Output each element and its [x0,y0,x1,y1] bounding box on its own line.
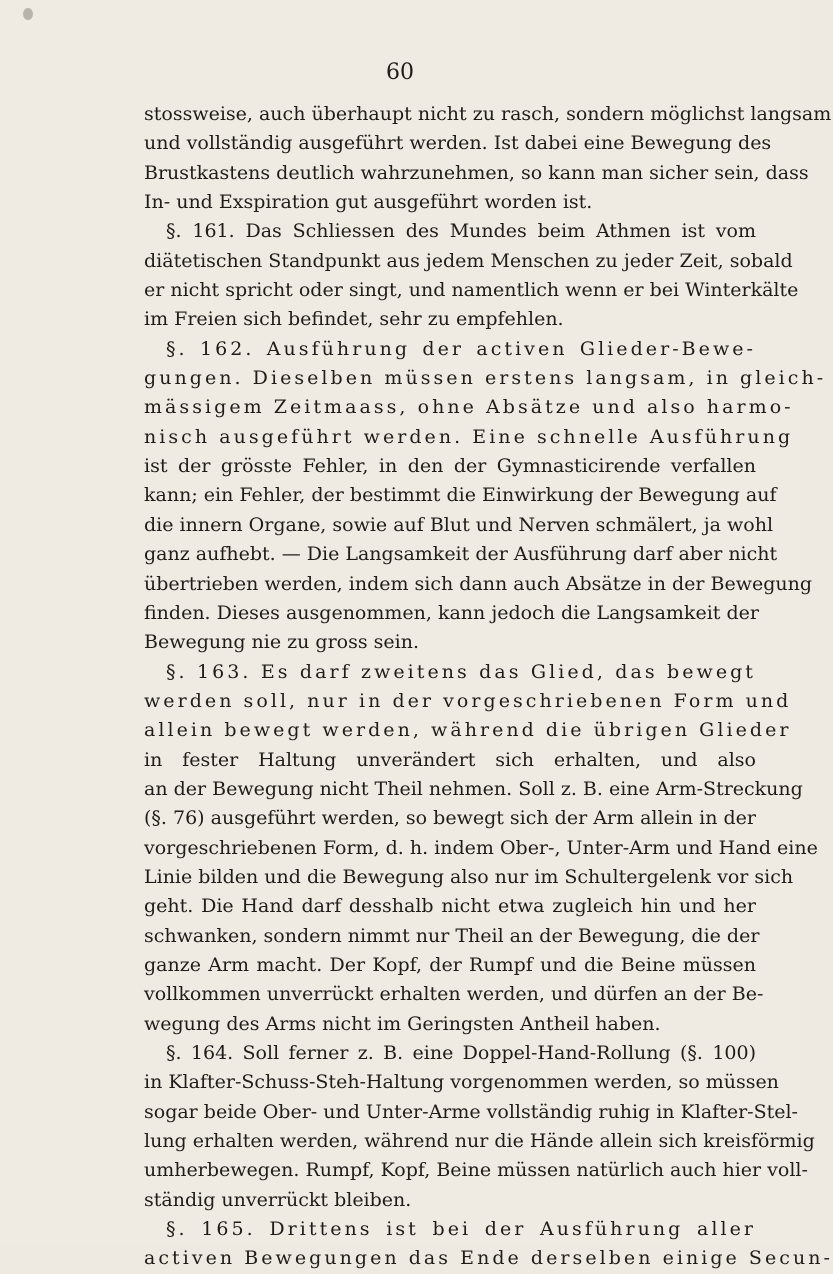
text-line: §. 165. Drittens ist bei der Ausführung aller [166,1218,756,1241]
text-line: finden. Dieses ausgenommen, kann jedoch die Langsamkeit der [144,601,759,624]
text-line: mässigem Zeitmaass, ohne Absätze und also harmo- [144,396,794,419]
ink-mark [23,8,33,20]
text-line: gungen. Dieselben müssen erstens langsam, in gleich- [144,367,827,390]
text-line: in Klafter-Schuss-Steh-Haltung vorgenommen werden, so müssen [144,1071,779,1094]
page-number: 60 [386,60,414,85]
text-line: Bewegung nie zu gross sein. [144,631,420,654]
text-line: vollkommen unverrückt erhalten werden, und dürfen an der Be- [144,983,764,1006]
text-line: activen Bewegungen das Ende derselben einige Secun- [144,1247,833,1270]
text-line: ganze Arm macht. Der Kopf, der Rumpf und die Beine müssen [144,953,756,976]
text-line: werden soll, nur in der vorgeschriebenen Form und [144,689,792,712]
text-line: ist der grösste Fehler, in den der Gymnasticirende verfallen [144,455,756,478]
text-line: vorgeschriebenen Form, d. h. indem Ober-, Unter-Arm und Hand eine [144,836,818,859]
text-line: übertrieben werden, indem sich dann auch Absätze in der Bewegung [144,572,813,595]
text-line: §. 161. Das Schliessen des Mundes beim Athmen ist vom [166,220,756,243]
text-line: Linie bilden und die Bewegung also nur im Schultergelenk vor sich [144,865,794,888]
text-line: die innern Organe, sowie auf Blut und Nerven schmälert, ja wohl [144,513,774,536]
text-line: umherbewegen. Rumpf, Kopf, Beine müssen natürlich auch hier voll- [144,1159,808,1182]
text-line: In- und Exspiration gut ausgeführt worden ist. [144,191,593,214]
text-line: nisch ausgeführt werden. Eine schnelle Ausführung [144,425,794,448]
text-line: Brustkastens deutlich wahrzunehmen, so kann man sicher sein, dass [144,161,809,184]
body-text [144,100,833,1274]
text-line: lung erhalten werden, während nur die Hände allein sich kreisförmig [144,1130,815,1153]
text-line: ganz aufhebt. — Die Langsamkeit der Ausführung darf aber nicht [144,543,778,566]
text-line: §. 163. Es darf zweitens das Glied, das bewegt [166,660,756,683]
text-line: allein bewegt werden, während die übrigen Glieder [144,719,792,742]
text-line: §. 164. Soll ferner z. B. eine Doppel-Hand-Rollung (§. 100) [166,1042,756,1064]
text-line: (§. 76) ausgeführt werden, so bewegt sich der Arm allein in der [144,807,756,830]
text-line: an der Bewegung nicht Theil nehmen. Soll z. B. eine Arm-Streckung [144,777,803,800]
text-line: im Freien sich befindet, sehr zu empfehlen. [144,308,564,331]
text-line: ständig unverrückt bleiben. [144,1188,412,1211]
text-line: diätetischen Standpunkt aus jedem Menschen zu jeder Zeit, sobald [144,249,793,272]
text-line: schwanken, sondern nimmt nur Theil an der Bewegung, die der [144,924,760,947]
text-line: kann; ein Fehler, der bestimmt die Einwirkung der Bewegung auf [144,484,777,507]
text-line: er nicht spricht oder singt, und namentlich wenn er bei Winterkälte [144,279,799,302]
text-line: §. 162. Ausführung der activen Glieder-Bewe- [166,337,756,360]
text-line: in fester Haltung unverändert sich erhalten, und also [144,748,756,771]
text-line: geht. Die Hand darf desshalb nicht etwa zugleich hin und her [144,895,756,918]
text-line: und vollständig ausgeführt werden. Ist dabei eine Bewegung des [144,132,772,155]
text-line: wegung des Arms nicht im Geringsten Antheil haben. [144,1012,661,1035]
text-line: stossweise, auch überhaupt nicht zu rasch, sondern möglichst langsam [144,103,832,125]
text-line: sogar beide Ober- und Unter-Arme vollständig ruhig in Klafter-Stel- [144,1100,798,1123]
